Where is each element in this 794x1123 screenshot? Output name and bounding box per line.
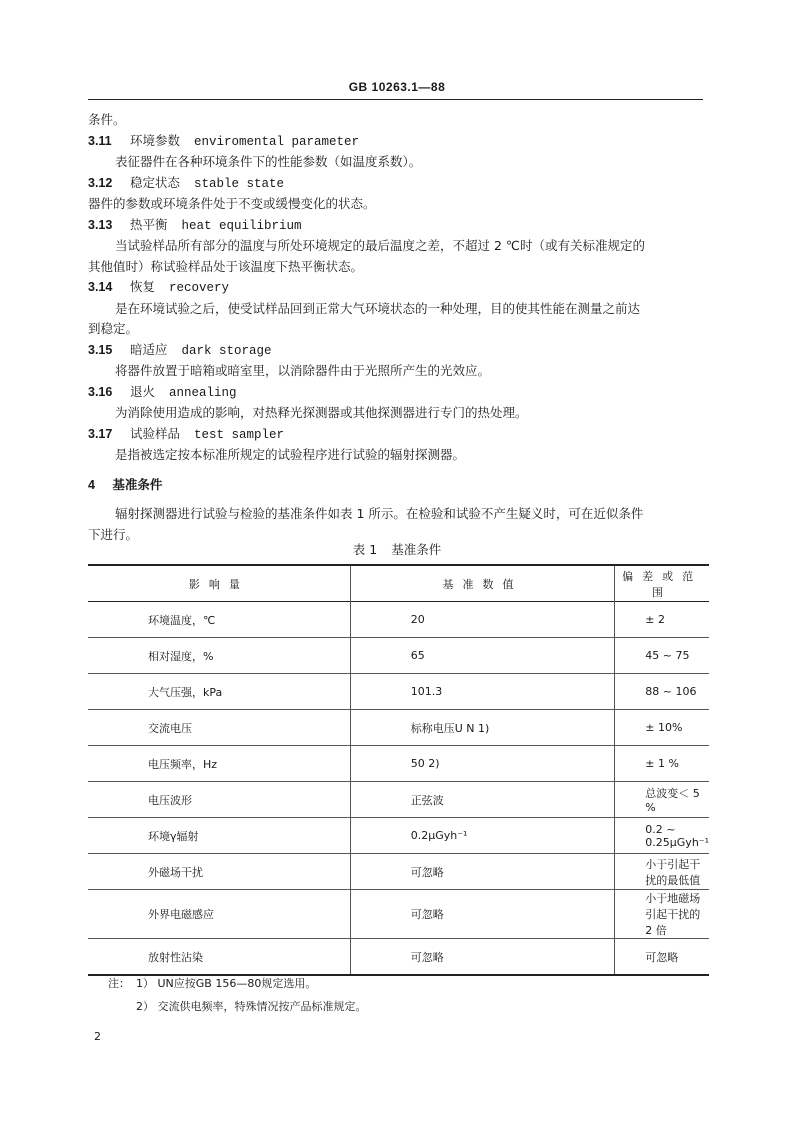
table-cell: 20 <box>350 602 615 638</box>
definition-heading <box>88 340 708 362</box>
term-chinese: 退火 <box>130 383 156 399</box>
section-number: 4 <box>88 477 95 492</box>
table-row <box>88 746 709 782</box>
term-english: annealing <box>169 385 237 400</box>
note-line <box>108 972 367 995</box>
page-header: GB 10263.1—88 <box>348 80 446 94</box>
term-english: test sampler <box>194 427 285 442</box>
definition-text: 为消除使用造成的影响，对热释光探测器或其他探测器进行专门的热处理。 <box>115 405 528 420</box>
definition-text: 到稳定。 <box>88 321 139 336</box>
definition-text: 其他值时）称试验样品处于该温度下热平衡状态。 <box>88 258 364 274</box>
table-row <box>88 602 709 638</box>
table-cell: 相对湿度，% <box>148 649 214 663</box>
clause-number: 3.12 <box>88 175 113 190</box>
term-english: stable state <box>194 176 285 191</box>
term-english: enviromental parameter <box>194 134 360 149</box>
table-notes <box>108 972 367 1018</box>
note-label: 注： <box>108 977 130 990</box>
term-chinese: 暗适应 <box>130 341 168 357</box>
table-cell: 放射性沾染 <box>148 950 203 964</box>
table-cell: ± 1 % <box>615 746 709 782</box>
table-row <box>88 939 709 976</box>
definition-text: 器件的参数或环境条件处于不变或缓慢变化的状态。 <box>88 196 376 211</box>
clause-number: 3.15 <box>88 342 113 357</box>
section-4-heading <box>88 475 708 496</box>
table-cell: 小于引起干扰的最低值 <box>615 854 709 890</box>
column-header-influence: 影响量 <box>188 577 249 591</box>
table-caption-number: 表 1 <box>352 542 378 557</box>
table-cell: 可忽略 <box>615 939 709 976</box>
term-english: heat equilibrium <box>181 218 302 233</box>
column-header-tolerance: 偏差或范围 <box>615 565 709 602</box>
table-cell: 大气压强，kPa <box>148 685 223 699</box>
term-english: dark storage <box>181 343 272 358</box>
page-number: 2 <box>94 1030 101 1043</box>
table-row <box>88 710 709 746</box>
clause-number: 3.16 <box>88 384 113 399</box>
table-cell: 外界电磁感应 <box>148 908 214 921</box>
table-cell: 50 2) <box>350 746 615 782</box>
table-caption <box>0 540 794 558</box>
table-row <box>88 782 709 818</box>
definition-heading <box>88 277 708 299</box>
note-line <box>108 995 367 1018</box>
clause-number: 3.11 <box>88 133 112 148</box>
definition-heading <box>88 173 708 195</box>
definition-heading <box>88 382 708 404</box>
table-cell: 88 ~ 106 <box>615 674 709 710</box>
table-row <box>88 818 709 854</box>
table-cell: 小于地磁场引起干扰的 2 倍 <box>615 890 709 939</box>
column-header-reference-value: 基准数值 <box>350 565 615 602</box>
clause-number: 3.14 <box>88 280 113 294</box>
table-cell: 101.3 <box>350 674 615 710</box>
definition-text: 是指被选定按本标准所规定的试验程序进行试验的辐射探测器。 <box>115 447 466 462</box>
table-cell: ± 2 <box>615 602 709 638</box>
table-cell: 可忽略 <box>350 939 615 976</box>
definition-text: 将器件放置于暗箱或暗室里，以消除器件由于光照所产生的光效应。 <box>115 363 491 378</box>
term-chinese: 热平衡 <box>130 216 168 232</box>
definition-text: 是在环境试验之后，使受试样品回到正常大气环境状态的一种处理，目的使其性能在测量之前达 <box>115 300 641 316</box>
table-cell: ± 10% <box>615 710 709 746</box>
clause-number: 3.17 <box>88 426 113 441</box>
clause-number: 3.13 <box>88 217 113 232</box>
table-row <box>88 854 709 890</box>
table-cell: 环境γ辐射 <box>148 829 199 843</box>
definition-heading <box>88 131 708 153</box>
table-cell: 可忽略 <box>350 890 615 939</box>
section-4-paragraph <box>88 503 708 545</box>
table-cell: 电压波形 <box>148 793 192 807</box>
term-chinese: 恢复 <box>130 279 156 294</box>
reference-conditions-table <box>88 564 709 976</box>
term-english: recovery <box>169 281 230 295</box>
table-cell: 0.2μGyh⁻¹ <box>350 818 615 854</box>
paragraph-line: 辐射探测器进行试验与检验的基准条件如表 1 所示。在检验和试验不产生疑义时，可在近似条件 <box>115 506 644 521</box>
table-cell: 总波变＜ 5 % <box>615 782 709 818</box>
table-cell: 交流电压 <box>148 721 192 735</box>
table-cell: 电压频率，Hz <box>148 757 218 771</box>
table-row <box>88 890 709 939</box>
table-cell: 65 <box>350 638 615 674</box>
definitions-list <box>88 131 708 466</box>
table-row <box>88 674 709 710</box>
table-cell: 45 ~ 75 <box>615 638 709 674</box>
term-chinese: 试验样品 <box>130 425 181 441</box>
main-content <box>88 110 708 545</box>
definition-text: 当试验样品所有部分的温度与所处环境规定的最后温度之差，不超过 2 ℃时（或有关标准规定的 <box>115 238 645 253</box>
table-cell: 环境温度，℃ <box>148 613 216 627</box>
header-divider <box>88 99 703 100</box>
term-chinese: 环境参数 <box>130 132 181 148</box>
definition-text: 表征器件在各种环境条件下的性能参数（如温度系数）。 <box>115 154 422 169</box>
note-text: 1） UN应按GB 156—80规定选用。 <box>136 977 317 990</box>
term-chinese: 稳定状态 <box>130 174 181 190</box>
table-cell: 正弦波 <box>350 782 615 818</box>
paragraph-line: 下进行。 <box>88 527 139 542</box>
section-title: 基准条件 <box>112 476 163 492</box>
table-cell: 可忽略 <box>350 854 615 890</box>
table-cell: 外磁场干扰 <box>148 865 203 879</box>
table-header-row <box>88 565 709 602</box>
table-cell: 标称电压U N 1) <box>350 710 615 746</box>
table-cell: 0.2 ~ 0.25μGyh⁻¹ <box>615 818 709 854</box>
note-text: 2） 交流供电频率，特殊情况按产品标准规定。 <box>136 1000 367 1013</box>
table-caption-title: 基准条件 <box>391 542 442 557</box>
definition-heading <box>88 424 708 446</box>
continuation-text: 条件。 <box>88 112 126 127</box>
table-row <box>88 638 709 674</box>
definition-heading <box>88 215 708 237</box>
